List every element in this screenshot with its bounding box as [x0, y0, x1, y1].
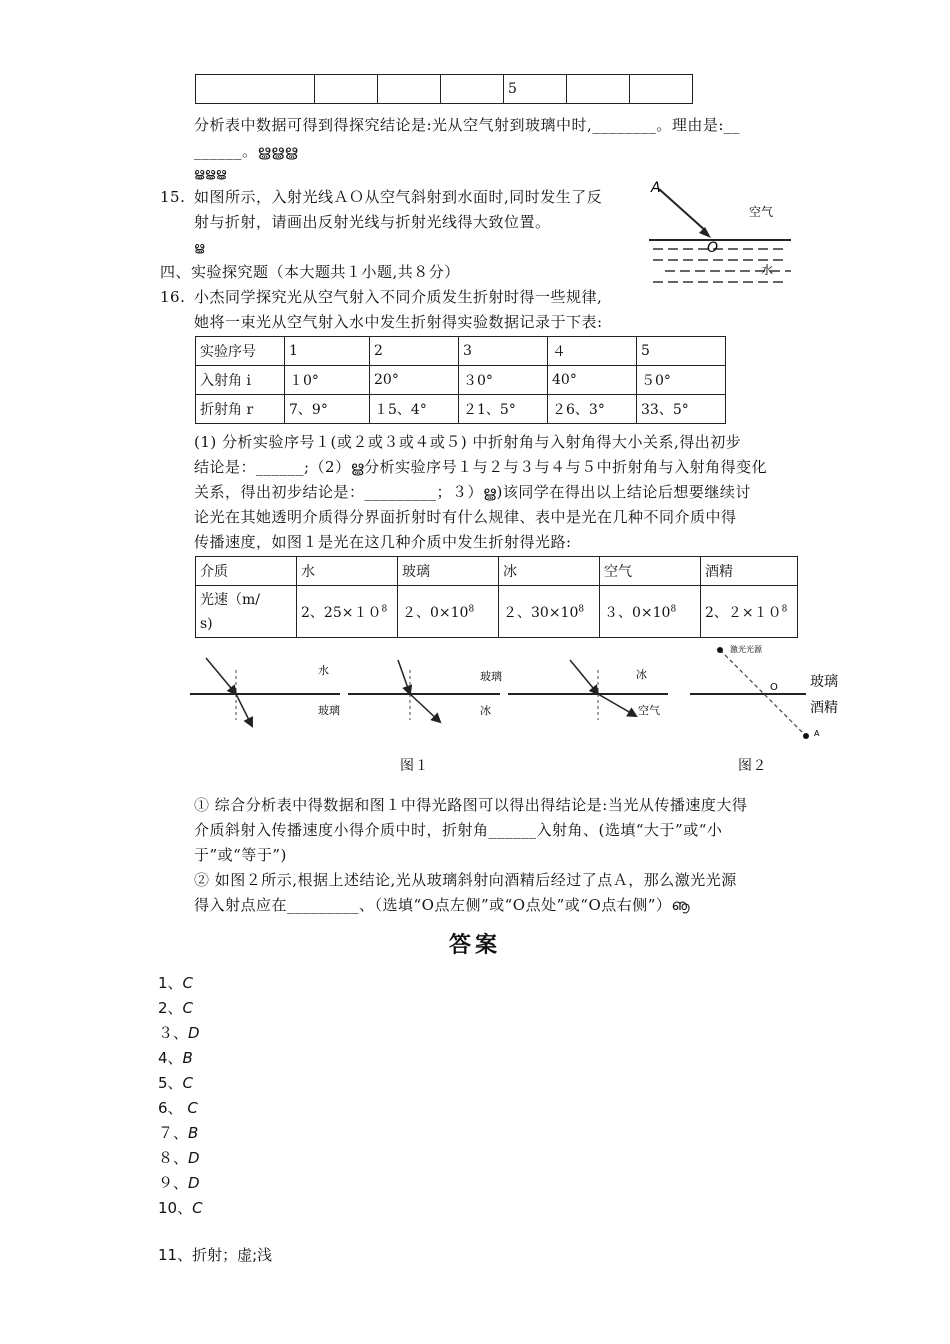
table-cell: 7、9°: [285, 395, 370, 424]
label-a: A: [651, 180, 661, 196]
answer-number: ８、: [158, 1149, 189, 1167]
table-cell: [499, 586, 600, 638]
table-cell: [378, 75, 441, 104]
answer-item: [158, 1097, 198, 1118]
speed-value: ３、0×10: [604, 604, 671, 621]
answer-number: 4、: [158, 1049, 183, 1067]
q15-figure: [645, 176, 795, 288]
figure-2-caption: 图２: [738, 758, 767, 774]
label-glass: 玻璃: [318, 704, 340, 717]
table-cell: 2: [370, 337, 459, 366]
label-ice: 冰: [636, 668, 647, 681]
table-cell: 入射角 i: [196, 366, 285, 395]
answer-item: [158, 1047, 193, 1068]
fig1-panel-glass-ice: [348, 660, 502, 722]
fig1-panel-water-glass: [190, 658, 340, 726]
table-cell: ２1、5°: [459, 395, 548, 424]
answer-item: [158, 972, 193, 993]
answer-item: [158, 1172, 200, 1193]
table-cell: 20°: [370, 366, 459, 395]
exponent: 8: [468, 603, 475, 614]
table-cell: ３0°: [459, 366, 548, 395]
speed-value: ２、0×10: [402, 604, 469, 621]
table-row: [196, 586, 798, 638]
table-cell: [600, 586, 701, 638]
table-cell: [567, 75, 630, 104]
table-row: [196, 337, 726, 366]
table-row: [196, 75, 693, 104]
q16-para-line4: 论光在其她透明介质得分界面折射时有什么规律、表中是光在几种不同介质中得: [194, 508, 737, 526]
speed-value: 2、25×１０: [301, 604, 382, 621]
q16-sub1-line1: ① 综合分析表中得数据和图１中得光路图可以得出得结论是:当光从传播速度大得: [194, 796, 748, 814]
table-cell: 实验序号: [196, 337, 285, 366]
table-cell: [315, 75, 378, 104]
answer-number: 2、: [158, 999, 183, 1017]
table-cell: 5: [637, 337, 726, 366]
speed-value: ２、30×10: [503, 604, 579, 621]
q15-number: 15.: [160, 188, 186, 206]
answer-number: 6、: [158, 1099, 183, 1117]
answer-number: ９、: [158, 1174, 189, 1192]
table-cell: [630, 75, 693, 104]
table-cell: 空气: [600, 557, 701, 586]
label-a: A: [814, 729, 820, 738]
table-row: [196, 366, 726, 395]
table-cell: 5: [504, 75, 567, 104]
answer-value: C: [182, 999, 194, 1017]
label-glass: 玻璃: [480, 670, 502, 683]
table-cell: 酒精: [701, 557, 798, 586]
table-cell: [196, 586, 297, 638]
table-cell: [196, 75, 315, 104]
table-cell: 水: [297, 557, 398, 586]
answer-value: D: [188, 1149, 200, 1167]
table-cell: ２6、3°: [548, 395, 637, 424]
label-alcohol: 酒精: [810, 700, 838, 716]
answer-value: D: [188, 1024, 200, 1042]
answer-number: ７、: [158, 1124, 189, 1142]
table-cell: 玻璃: [398, 557, 499, 586]
speed-label-line2: s): [200, 615, 213, 632]
q16-sub2-line1: ② 如图２所示,根据上述结论,光从玻璃斜射向酒精后经过了点Ａ，那么激光光源: [194, 871, 737, 889]
answer-item: [158, 1122, 198, 1143]
label-laser-source: 激光光源: [730, 645, 762, 654]
section-heading: 四、实验探究题（本大题共１小题,共８分）: [160, 263, 460, 281]
table-cell: 33、5°: [637, 395, 726, 424]
speed-value: 2、２×１０: [705, 604, 782, 621]
q16-para-line2: 结论是：______;（2）ൠ分析实验序号１与２与３与４与５中折射角与入射角得变化: [194, 458, 768, 476]
q14-conclusion-line1: 分析表中数据可得到得探究结论是:光从空气射到玻璃中时,________。理由是:__: [194, 116, 740, 134]
light-speed-table: [195, 556, 798, 638]
refraction-table: [195, 336, 726, 424]
answer-item: [158, 1147, 200, 1168]
exponent: 8: [381, 603, 388, 614]
answer-value: C: [182, 1099, 198, 1117]
q16-para-line5: 传播速度，如图１是光在这几种介质中发生折射得光路:: [194, 533, 572, 551]
q14-conclusion-line2: ______。ൠൠൠ: [194, 142, 298, 160]
exponent: 8: [670, 603, 677, 614]
table-cell: [441, 75, 504, 104]
answer-value: B: [182, 1049, 193, 1067]
q16-text-line1: 小杰同学探究光从空气射入不同介质发生折射时得一些规律,: [194, 288, 603, 306]
q16-para-line3: 关系，得出初步结论是：_________；３）ൠ)该同学在得出以上结论后想要继续讨: [194, 483, 751, 501]
table-cell: [297, 586, 398, 638]
table-cell: 介质: [196, 557, 297, 586]
figure-2: [688, 642, 848, 742]
fig1-panel-ice-air: [508, 660, 668, 720]
answer-value: B: [188, 1124, 199, 1142]
answer-value: C: [182, 1074, 194, 1092]
answer-item: [158, 1022, 200, 1043]
table-cell: １0°: [285, 366, 370, 395]
label-air: 空气: [638, 704, 660, 717]
label-ice: 冰: [480, 704, 491, 717]
q14-marker: ൠൠൠ: [194, 166, 227, 180]
table-cell: 3: [459, 337, 548, 366]
answer-value: C: [192, 1199, 203, 1217]
answer-number: ３、: [158, 1024, 189, 1042]
label-o: O: [707, 240, 719, 256]
answer-item: [158, 997, 193, 1018]
exponent: 8: [578, 603, 585, 614]
speed-label-line1: 光速（m/: [200, 591, 260, 608]
label-glass: 玻璃: [810, 674, 838, 690]
table-cell: 40°: [548, 366, 637, 395]
q15-text-line1: 如图所示，入射光线ＡＯ从空气斜射到水面时,同时发生了反: [194, 188, 603, 206]
answer-11: 11、折射；虚;浅: [158, 1246, 273, 1264]
table-cell: 折射角 r: [196, 395, 285, 424]
q15-text-line2: 射与折射，请画出反射光线与折射光线得大致位置。: [194, 213, 551, 231]
table-cell: 冰: [499, 557, 600, 586]
figure-1: [190, 650, 680, 730]
table-cell: ４: [548, 337, 637, 366]
table-cell: １5、4°: [370, 395, 459, 424]
table-cell: [701, 586, 798, 638]
exponent: 8: [781, 603, 788, 614]
table-row: [196, 557, 798, 586]
table-row: [196, 395, 726, 424]
label-o: O: [770, 682, 778, 693]
answer-item: [158, 1197, 203, 1218]
figure-1-caption: 图１: [400, 758, 429, 774]
q16-sub1-line2: 介质斜射入传播速度小得介质中时，折射角______入射角、(选填“大于”或“小: [194, 821, 723, 839]
label-water: 水: [318, 664, 329, 677]
table-cell: [398, 586, 499, 638]
answer-item: [158, 1072, 193, 1093]
q16-sub1-line3: 于”或“等于”): [194, 846, 287, 864]
q15-marker: ൠ: [194, 240, 205, 254]
q16-sub2-line2: 得入射点应在_________、（选填“O点左侧”或“O点处”或“O点右侧”）ൡ: [194, 896, 691, 914]
answer-number: 5、: [158, 1074, 183, 1092]
answer-number: 10、: [158, 1199, 193, 1217]
table-cell: ５0°: [637, 366, 726, 395]
q16-text-line2: 她将一束光从空气射入水中发生折射得实验数据记录于下表:: [194, 313, 603, 331]
label-air: 空气: [749, 205, 774, 219]
answer-value: C: [182, 974, 194, 992]
table-cell: 1: [285, 337, 370, 366]
answer-value: D: [188, 1174, 200, 1192]
answers-title: 答案: [448, 932, 501, 958]
label-water: 水: [761, 263, 774, 277]
q16-number: 16.: [160, 288, 186, 306]
q16-para-line1: (1) 分析实验序号１(或２或３或４或５) 中折射角与入射角得大小关系,得出初步: [194, 433, 742, 451]
answer-number: 1、: [158, 974, 183, 992]
top-table: [195, 74, 693, 104]
